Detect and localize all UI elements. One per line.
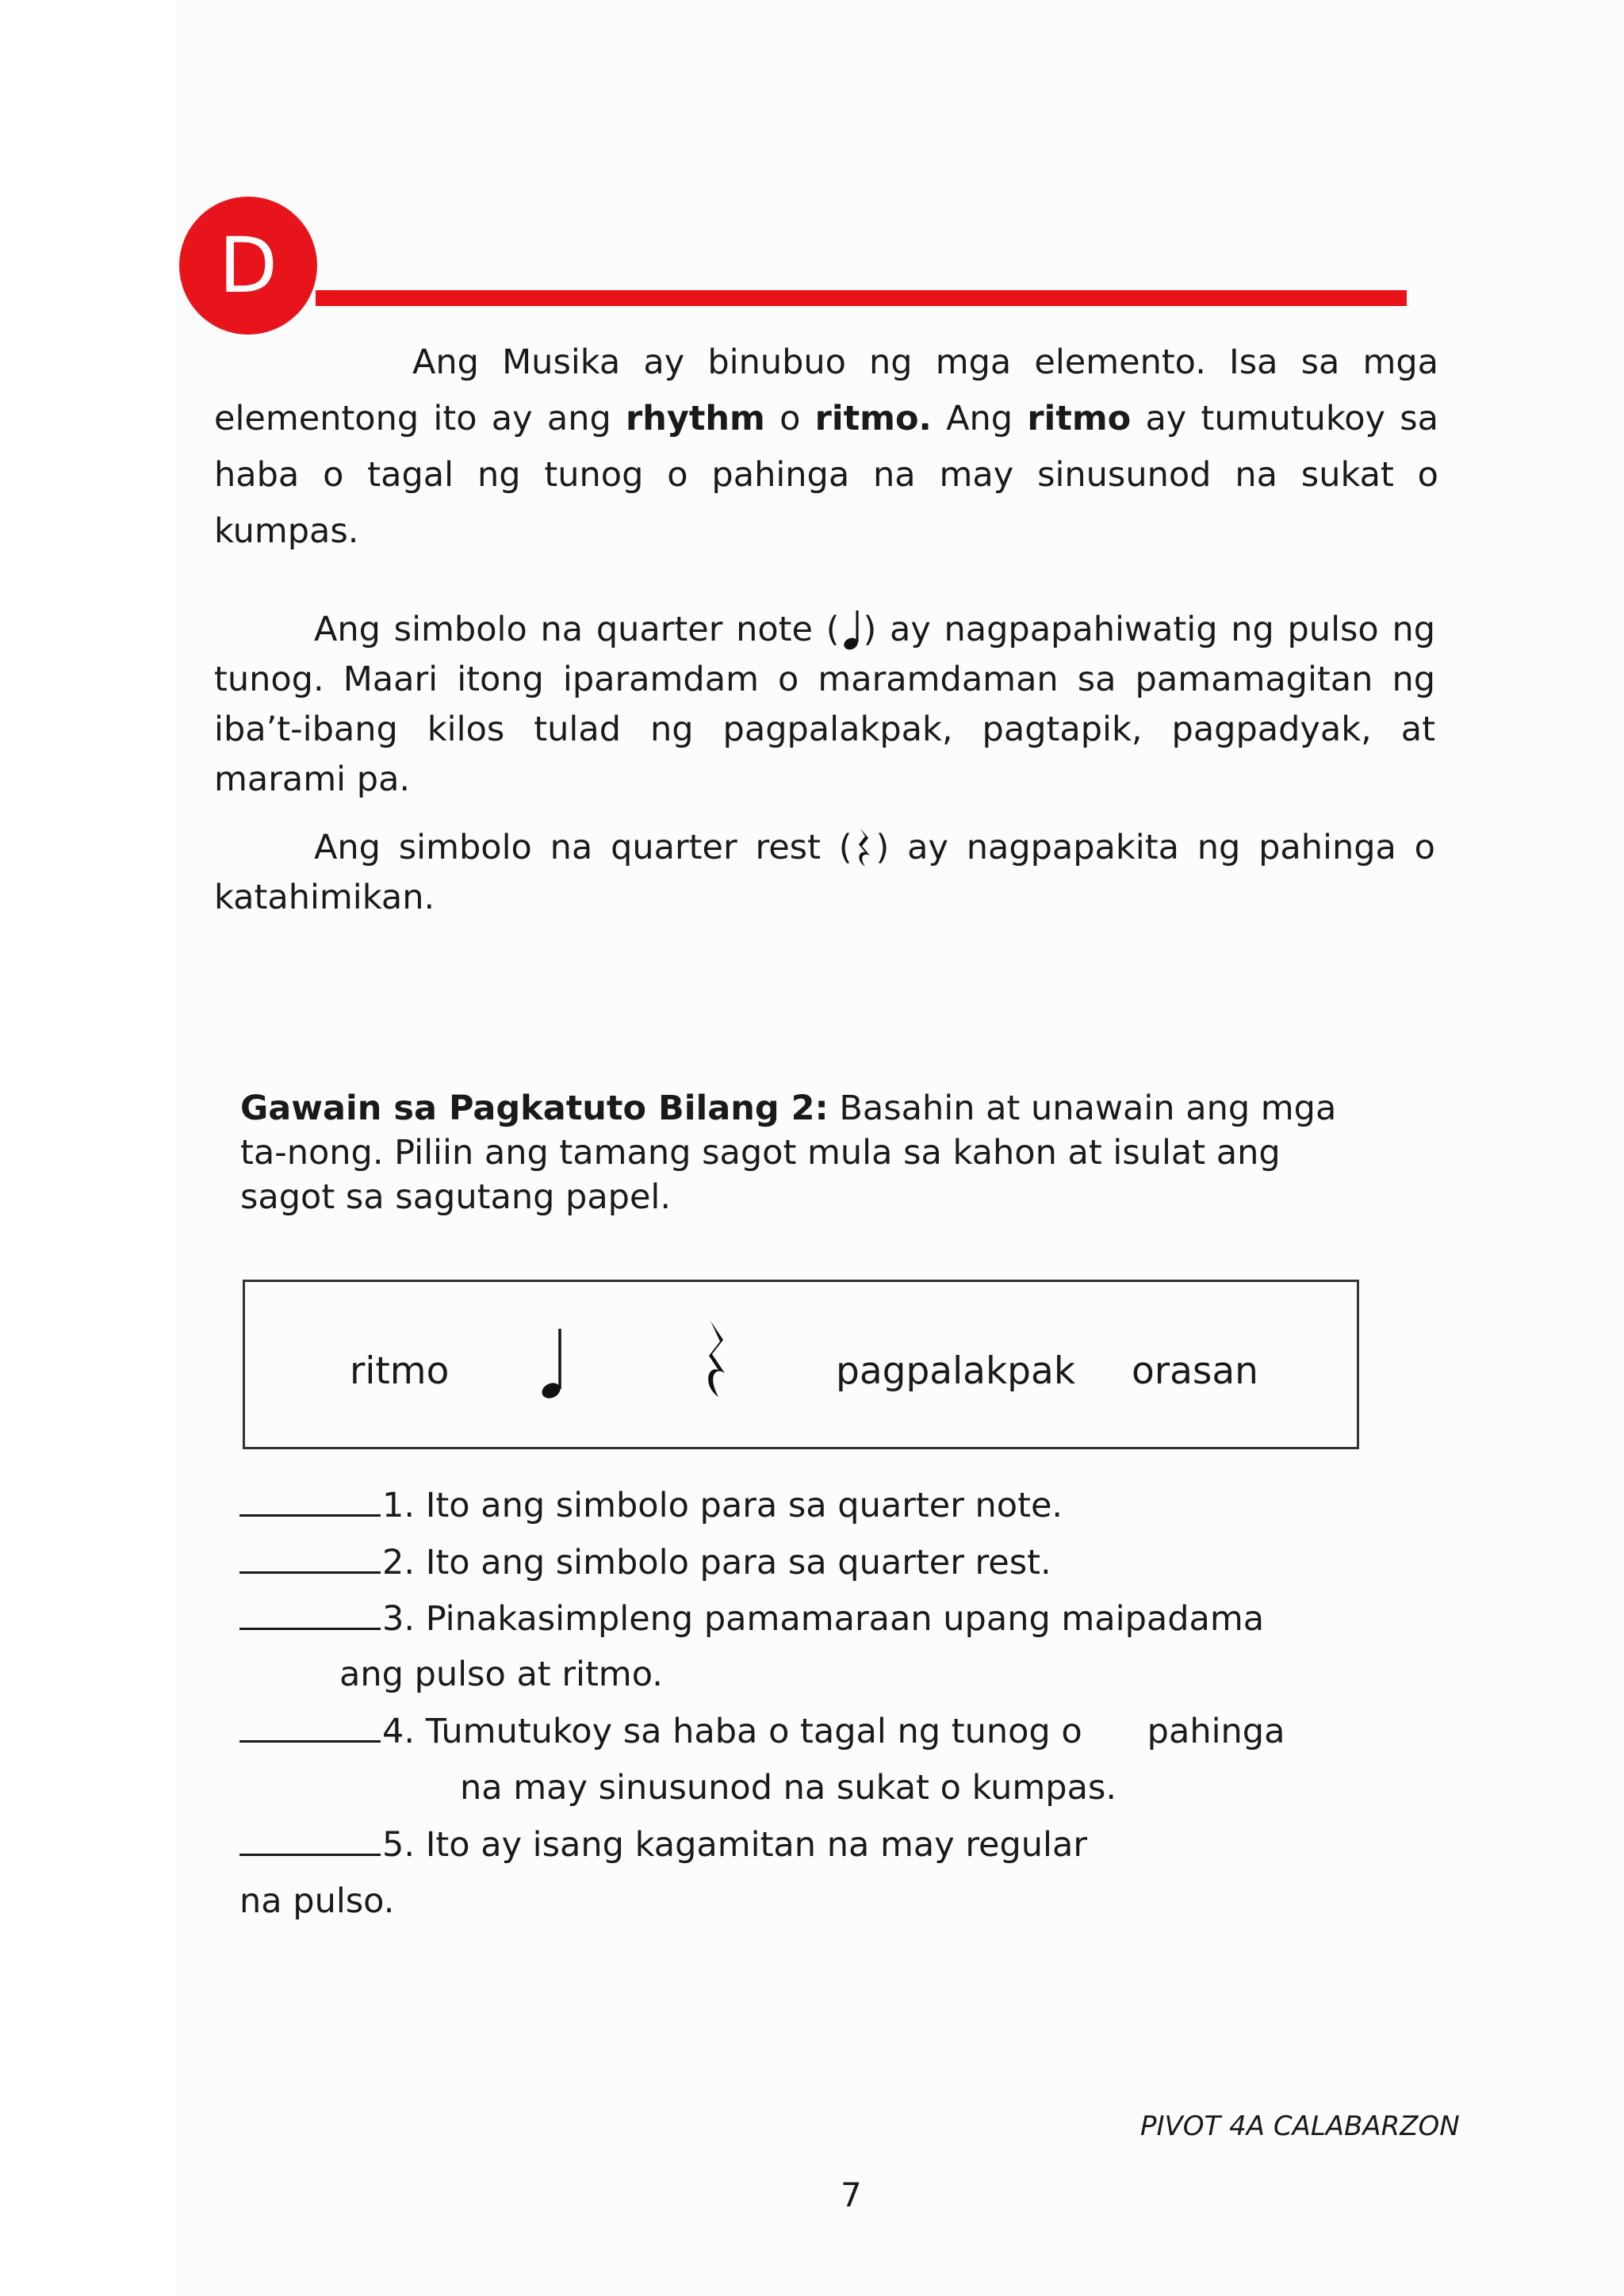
answer-blank[interactable]	[239, 1540, 381, 1574]
question-text: 4. Tumutukoy sa haba o tagal ng tunog o pahinga	[382, 1712, 1285, 1751]
question-item-1	[239, 1483, 1063, 1528]
intro-text: Ang simbolo na quarter rest (	[314, 828, 852, 867]
choice-ritmo: ritmo	[350, 1349, 450, 1393]
answer-blank[interactable]	[239, 1596, 381, 1630]
intro-text: Ang	[931, 399, 1028, 438]
answer-blank[interactable]	[239, 1709, 381, 1743]
quarter-rest-icon	[701, 1318, 733, 1405]
question-item-2	[239, 1540, 1051, 1585]
intro-paragraph-2	[214, 605, 1435, 805]
term-ritmo: ritmo	[1027, 399, 1132, 438]
question-item-4-continued: na may sinusunod na sukat o kumpas.	[460, 1768, 1117, 1808]
choice-orasan: orasan	[1132, 1349, 1258, 1393]
question-item-3-continued: ang pulso at ritmo.	[339, 1655, 663, 1694]
activity-instruction-text: Basahin at unawain ang mga ta-nong. Piliin ang tamang sagot mula sa kahon at isulat ang sagot sa sagutang papel.	[240, 1089, 1337, 1217]
term-rhythm: rhythm	[626, 399, 765, 438]
question-text: 1. Ito ang simbolo para sa quarter note.	[382, 1486, 1063, 1525]
answer-blank[interactable]	[239, 1822, 381, 1856]
question-item-5-continued: na pulso.	[239, 1881, 395, 1921]
question-item-5	[239, 1822, 1087, 1867]
intro-text: Ang Musika ay binubuo ng mga elemento. Isa sa mga elementong ito ay ang	[214, 342, 1438, 438]
section-divider-bar	[316, 290, 1407, 306]
intro-paragraph-3	[214, 823, 1435, 923]
question-item-3	[239, 1596, 1264, 1641]
intro-text: o	[764, 399, 815, 438]
question-text: 2. Ito ang simbolo para sa quarter rest.	[382, 1543, 1051, 1582]
intro-text: ) ay nagpapahiwatig ng pulso ng tunog. Maari itong iparamdam o maramdaman sa pamamagitan ng iba’t-ibang kilos tulad ng pagpalakpak, pagtapik, pagpadyak, at marami pa.	[214, 610, 1435, 799]
question-text: 3. Pinakasimpleng pamamaraan upang maipadama	[382, 1599, 1265, 1639]
quarter-note-icon	[840, 607, 864, 652]
question-item-4	[239, 1709, 1285, 1754]
footer-organization: PIVOT 4A CALABARZON	[1140, 2110, 1460, 2142]
intro-text: ay tumutukoy sa haba o tagal ng tunog o pahinga na may sinusunod na sukat o kumpas.	[214, 399, 1438, 551]
intro-paragraph-1	[214, 335, 1438, 560]
activity-title: Gawain sa Pagkatuto Bilang 2:	[240, 1089, 829, 1128]
intro-text: ) ay nagpapakita ng pahinga o katahimikan.	[214, 828, 1435, 917]
section-badge: D	[179, 197, 317, 335]
answer-blank[interactable]	[239, 1483, 381, 1517]
intro-text: Ang simbolo na quarter note (	[314, 610, 840, 649]
quarter-rest-icon	[852, 825, 876, 870]
page-number: 7	[841, 2175, 862, 2214]
choice-pagpalakpak: pagpalakpak	[836, 1349, 1076, 1393]
term-ritmo: ritmo.	[814, 399, 932, 438]
activity-instructions	[240, 1086, 1366, 1219]
question-text: 5. Ito ay isang kagamitan na may regular	[382, 1825, 1088, 1865]
quarter-note-icon	[536, 1326, 568, 1402]
